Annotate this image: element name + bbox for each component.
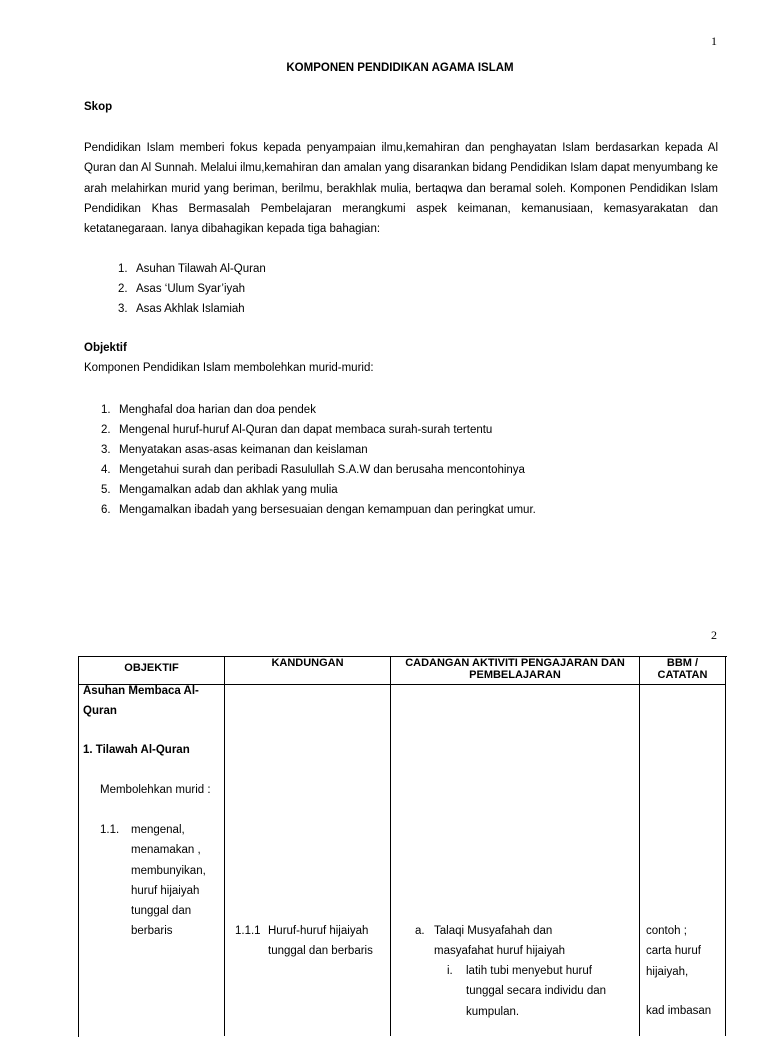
aktiviti-i-text: latih tubi menyebut huruf tunggal secara individu dan kumpulan. [466, 965, 607, 1018]
objektif-heading: Objektif [84, 342, 127, 354]
list-item: 4. Mengetahui surah dan peribadi Rasulullah S.A.W dan berusaha mencontohinya [101, 464, 525, 476]
header-objektif: OBJEKTIF [124, 662, 179, 674]
list-item: 3. Menyatakan asas-asas keimanan dan keislaman [101, 444, 368, 456]
section-title: Asuhan Membaca Al- Quran [83, 685, 199, 718]
table-divider [725, 656, 726, 1036]
aktiviti-a-text: Talaqi Musyafahah dan masyafahat huruf hijaiyah [434, 925, 566, 958]
bbm-text-2: kad imbasan [646, 1005, 712, 1017]
objektif-item-text: mengenal, menamakan , membunyikan, huruf hijaiyah tunggal dan berbaris [131, 824, 206, 938]
kandungan-number: 1.1.1 [235, 925, 261, 937]
aktiviti-i-label: i. [447, 965, 453, 977]
page-number-2: 2 [711, 628, 717, 642]
objektif-item-number: 1.1. [100, 824, 120, 836]
list-item: 5. Mengamalkan adab dan akhlak yang mulia [101, 484, 338, 496]
kandungan-text: Huruf-huruf hijaiyah tunggal dan berbaris [268, 925, 373, 958]
skop-paragraph: Pendidikan Islam memberi fokus kepada penyampaian ilmu,kemahiran dan penghayatan Islam berdasarkan kepada Al Quran dan Al Sunnah. Melalui ilmu,kemahiran dan amalan yang disarankan bidang Pendidikan Islam dapat menyumbang ke arah melahirkan murid yang beriman, berilmu, berakhlak mulia, bertaqwa dan beramal soleh. Komponen Pendidikan Islam Pendidikan Khas Bermasalah Pembelajaran merangkumi aspek keimanan, kemanusiaan, kemasyarakatan dan ketatanegaraan. Ianya dibahagikan kepada tiga bahagian: [84, 142, 718, 236]
header-bbm: BBM / CATATAN [657, 657, 708, 681]
list-item: 1. Asuhan Tilawah Al-Quran [118, 263, 266, 275]
list-item: 3. Asas Akhlak Islamiah [118, 303, 245, 315]
table-divider [639, 656, 640, 1036]
skop-heading: Skop [84, 101, 113, 113]
objektif-intro-cell: Membolehkan murid : [100, 784, 211, 796]
header-kandungan: KANDUNGAN [271, 657, 344, 669]
bahagian-list [118, 259, 266, 319]
objektif-list [101, 400, 536, 520]
list-item: 6. Mengamalkan ibadah yang bersesuaian dengan kemampuan dan peringkat umur. [101, 504, 536, 516]
table-divider [224, 656, 225, 1036]
aktiviti-a-label: a. [415, 925, 425, 937]
header-aktiviti: CADANGAN AKTIVITI PENGAJARAN DAN PEMBELAJARAN [405, 657, 625, 681]
list-item: 1. Menghafal doa harian dan doa pendek [101, 404, 316, 416]
list-item: 2. Asas ‘Ulum Syar’iyah [118, 283, 246, 295]
list-item: 2. Mengenal huruf-huruf Al-Quran dan dapat membaca surah-surah tertentu [101, 424, 493, 436]
subsection-title: 1. Tilawah Al-Quran [83, 744, 190, 756]
table-divider [390, 656, 391, 1036]
page-title: KOMPONEN PENDIDIKAN AGAMA ISLAM [286, 62, 514, 74]
objektif-intro: Komponen Pendidikan Islam membolehkan murid-murid: [84, 362, 374, 374]
bbm-text: contoh ; carta huruf hijaiyah, [646, 925, 701, 978]
page-number: 1 [711, 34, 717, 48]
